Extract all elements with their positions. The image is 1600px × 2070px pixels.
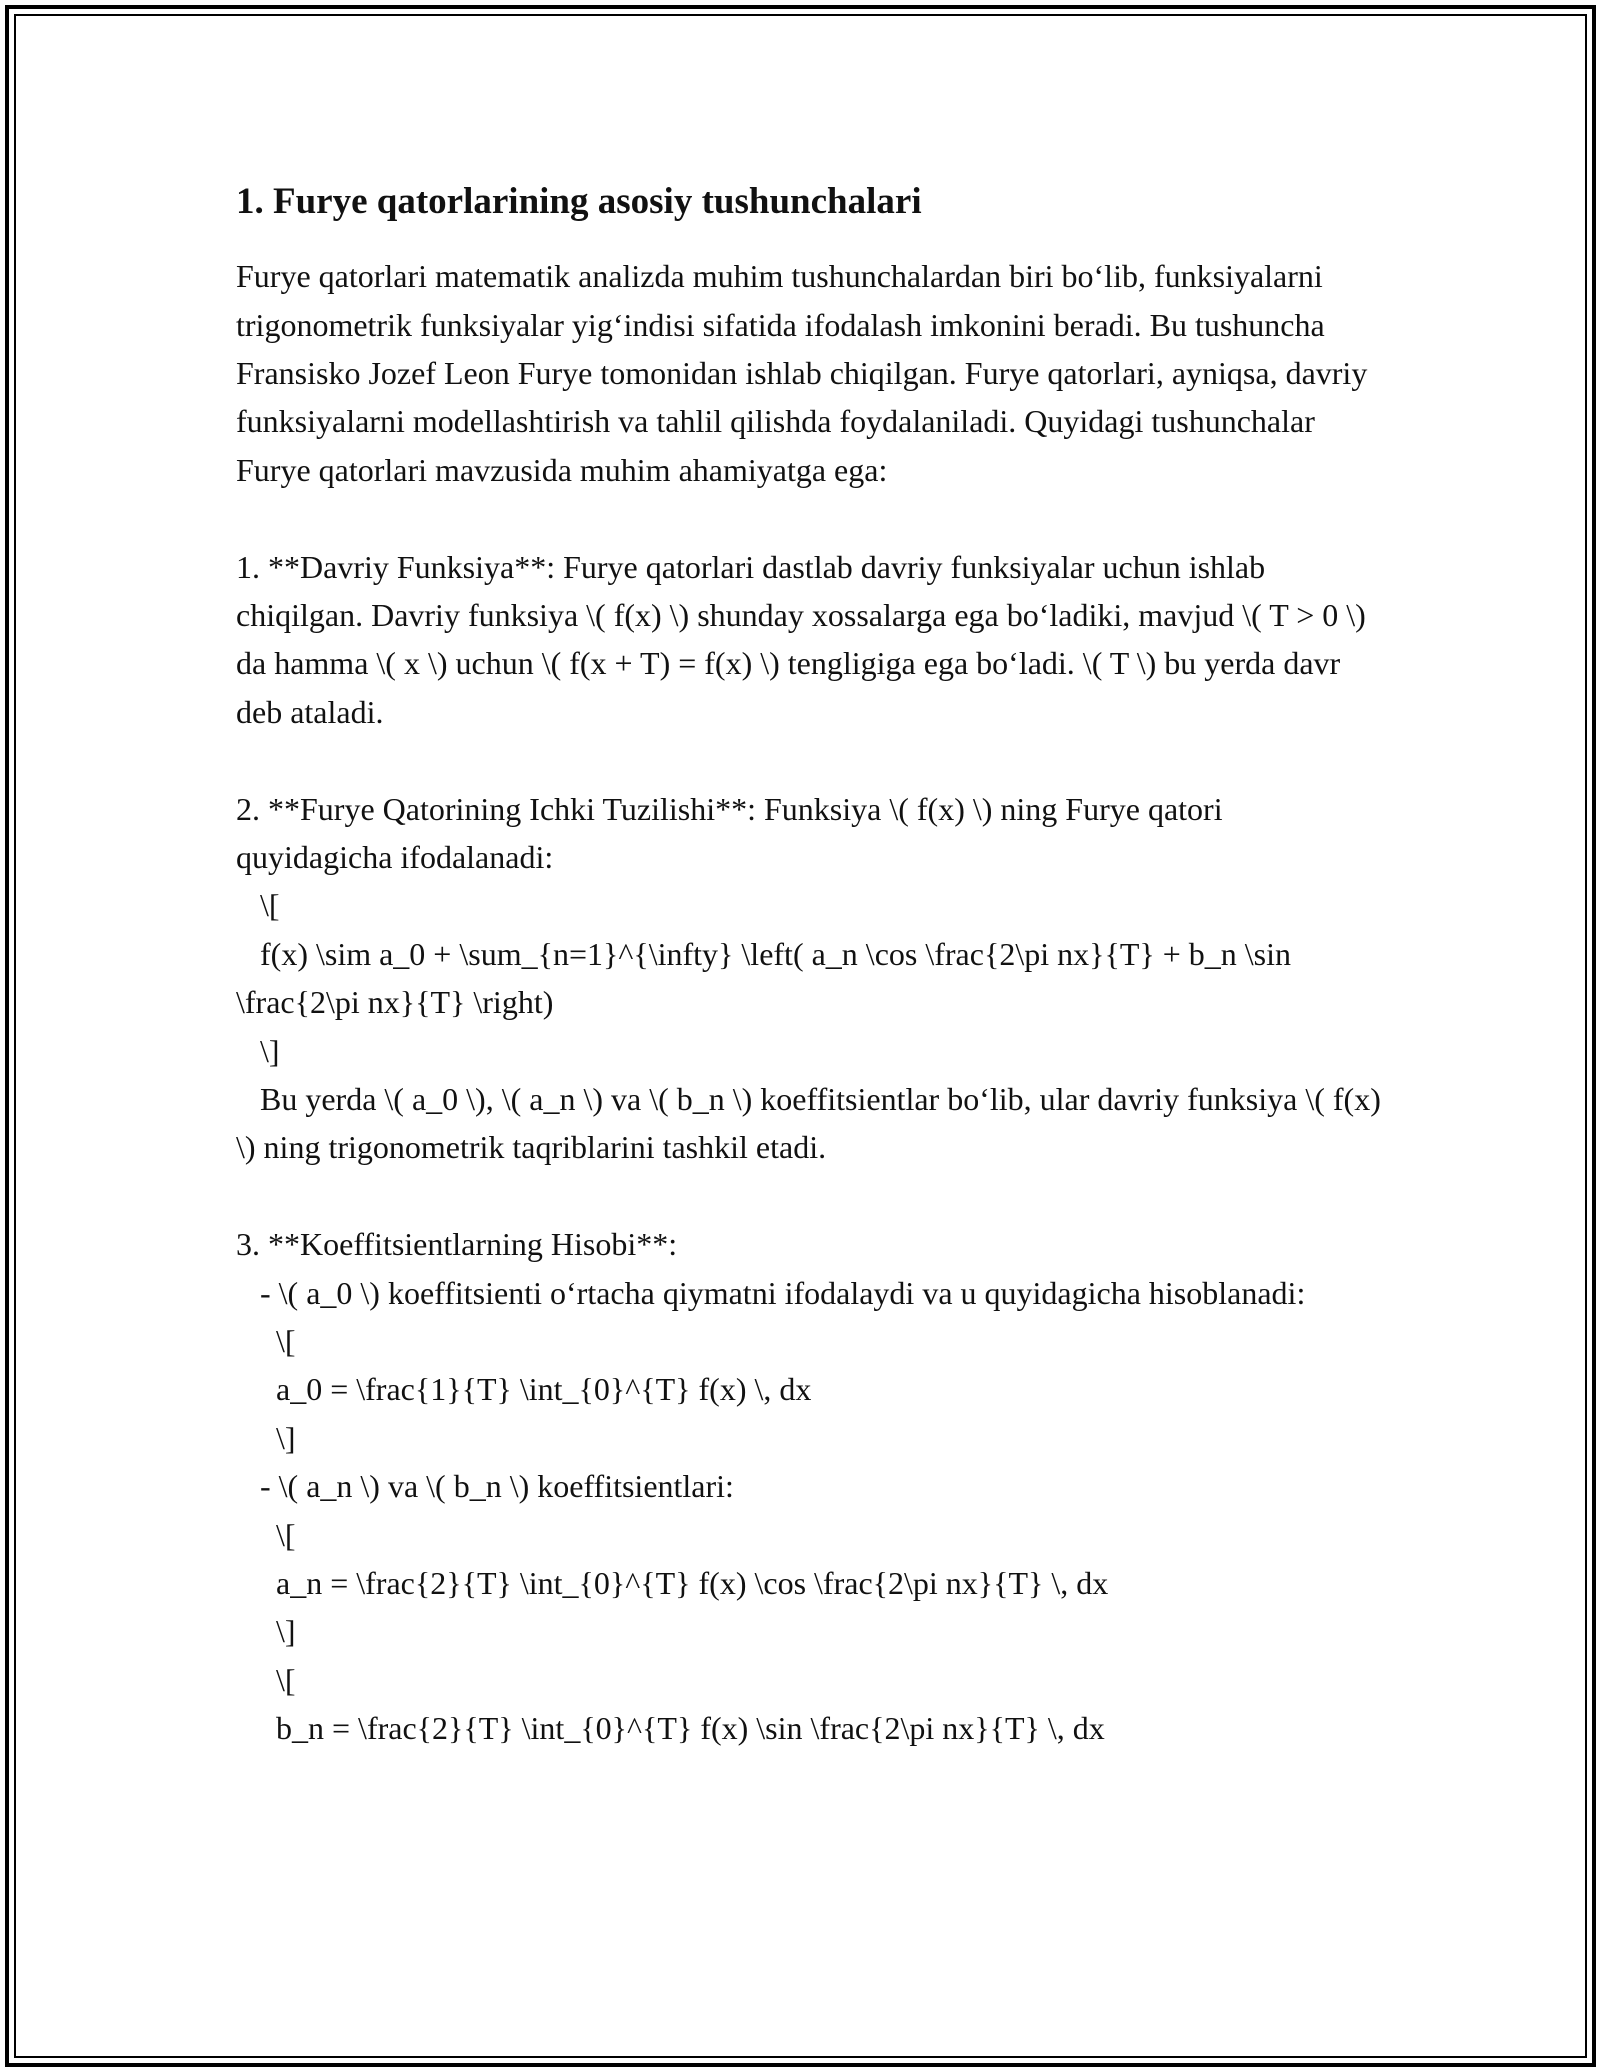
paragraph-gap — [236, 1172, 1386, 1220]
item-fourier-series-structure: 2. **Furye Qatorining Ichki Tuzilishi**: Funksiya \( f(x) \) ning Furye qatori quyidagicha ifodalanadi: \[ f(x) \sim a_0 + \sum_{n=1}^{\infty} \left( a_n \cos \frac{2\pi nx}{T} + b_n \sin \frac{2\pi nx}{T} \right) \] Bu yerda \( a_0 \), \( a_n \) va \( b_n \) koeffitsientlar bo‘lib, ular davriy funksiya \( f(x) \) ning trigonometrik taqriblarini tashkil etadi. — [236, 790, 1381, 1166]
intro-paragraph: Furye qatorlari matematik analizda muhim tushunchalardan biri bo‘lib, funksiyalarni trigonometrik funksiyalar yig‘indisi sifatida ifodalash imkonini beradi. Bu tushuncha Fransisko Jozef Leon Furye tomonidan ishlab chiqilgan. Furye qatorlari, ayniqsa, davriy funksiyalarni modellashtirish va tahlil qilishda foydalaniladi. Quyidagi tushunchalar Furye qatorlari mavzusida muhim ahamiyatga ega: — [236, 258, 1376, 488]
paragraph-gap — [236, 736, 1386, 784]
section-heading: 1. Furye qatorlarining asosiy tushunchalari — [236, 181, 922, 222]
paragraph-gap — [236, 494, 1386, 542]
item-coefficients: 3. **Koeffitsientlarning Hisobi**: - \( a_0 \) koeffitsienti o‘rtacha qiymatni ifodalaydi va u quyidagicha hisoblanadi: \[ a_0 = \frac{1}{T} \int_{0}^{T} f(x) \, dx \] - \( a_n \) va \( b_n \) koeffitsientlari: \[ a_n = \frac{2}{T} \int_{0}^{T} f(x) \cos \frac{2\pi nx}{T} \, dx \] \[ b_n = \frac{2}{T} \int_{0}^{T} f(x) \sin \frac{2\pi nx}{T} \, dx — [236, 1226, 1306, 1747]
document-body — [236, 178, 1386, 1753]
item-periodic-function: 1. **Davriy Funksiya**: Furye qatorlari dastlab davriy funksiyalar uchun ishlab chiqilgan. Davriy funksiya \( f(x) \) shunday xossalarga ega bo‘ladiki, mavjud \( T > 0 \) da hamma \( x \) uchun \( f(x + T) = f(x) \) tengligiga ega bo‘ladi. \( T \) bu yerda davr deb ataladi. — [236, 548, 1374, 730]
